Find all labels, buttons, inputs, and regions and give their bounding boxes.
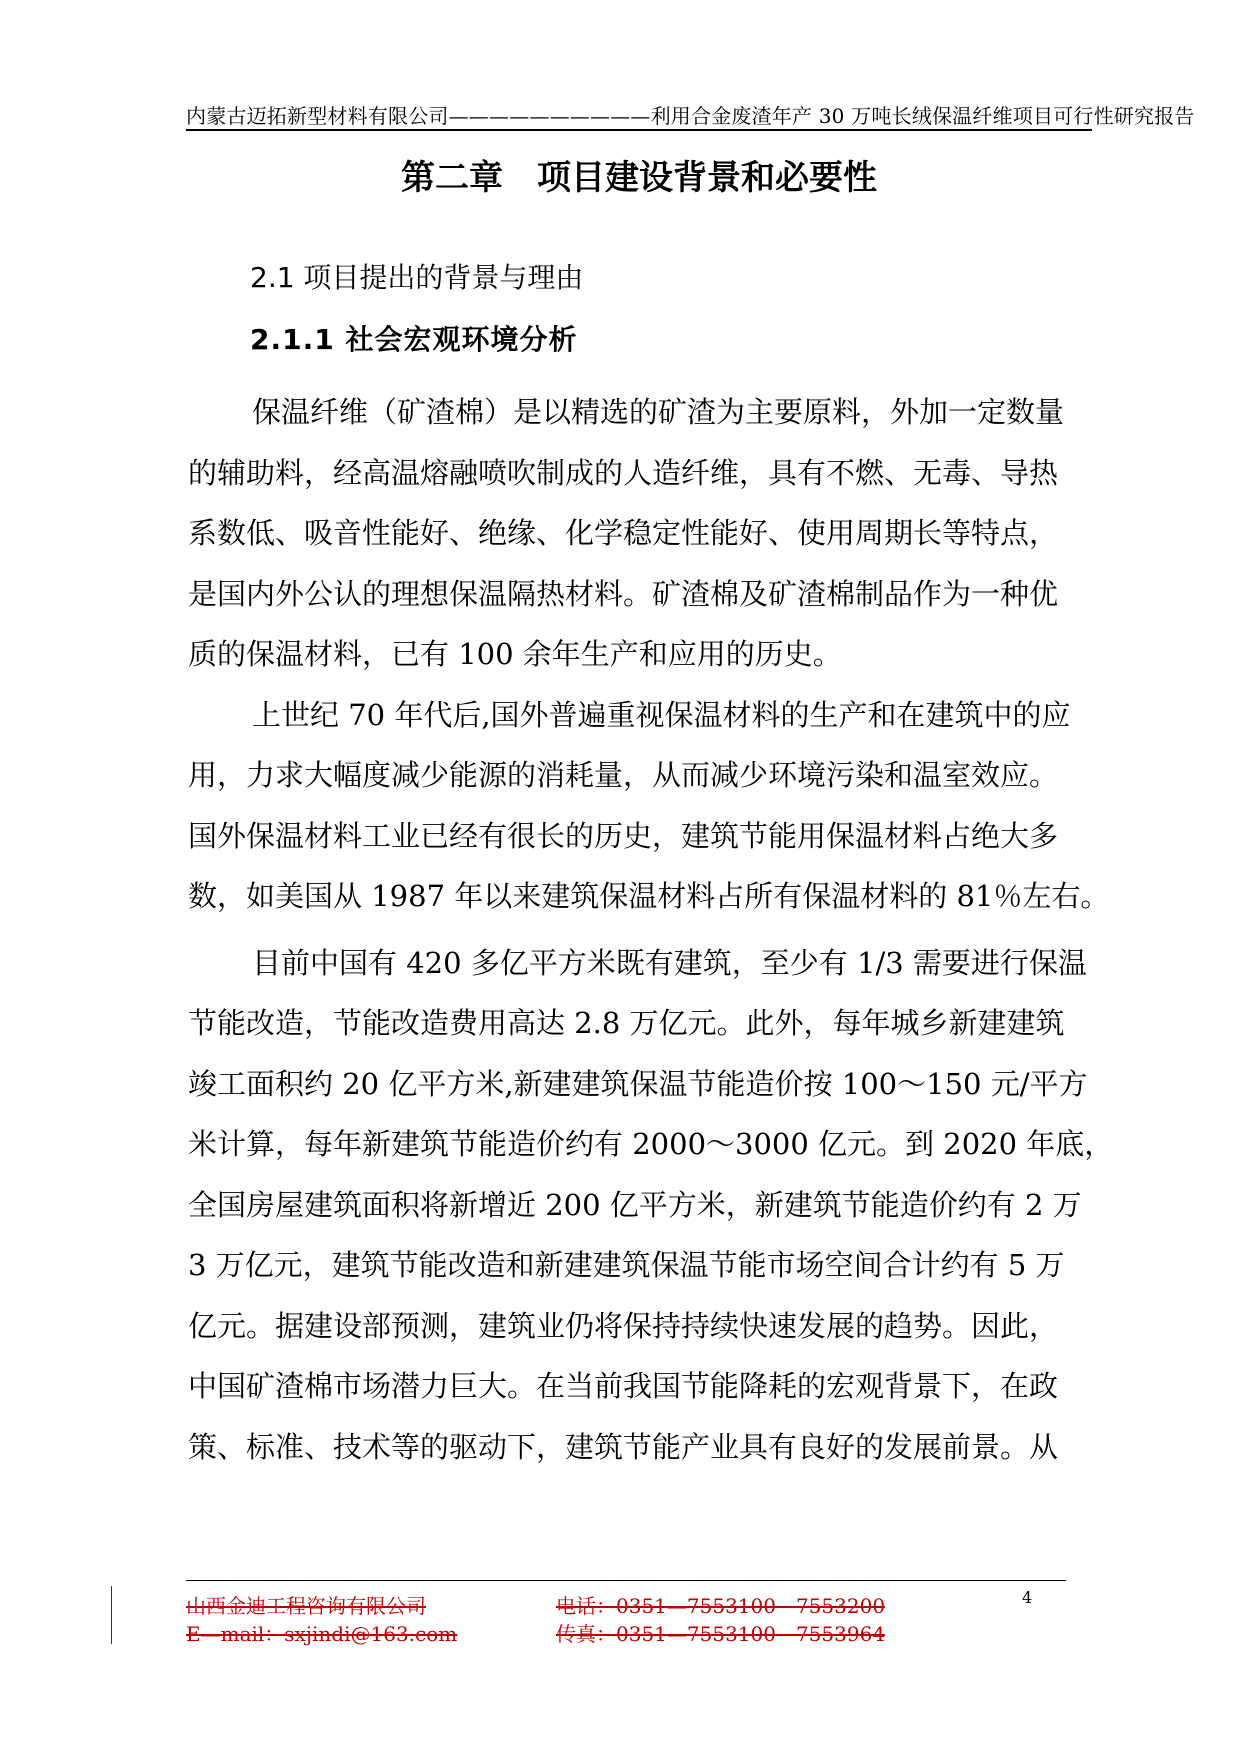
- footer-margin-bar: [111, 1586, 112, 1644]
- section-title: 2.1 项目提出的背景与理由: [250, 261, 584, 294]
- text-line: 的辅助料，经高温熔融喷吹制成的人造纤维，具有不燃、无毒、导热: [188, 455, 1059, 490]
- footer-company: 山西金迪工程咨询有限公司: [186, 1594, 426, 1618]
- paragraph-2: [188, 685, 1120, 927]
- footer-phone: 电话：0351—7553100 7553200: [556, 1594, 886, 1618]
- text-line: 目前中国有 420 多亿平方米既有建筑，至少有 1/3 需要进行保温: [252, 945, 1087, 980]
- text-line: 中国矿渣棉市场潜力巨大。在当前我国节能降耗的宏观背景下，在政: [188, 1369, 1059, 1403]
- header-rule: [186, 129, 1092, 131]
- text-line: 保温纤维（矿渣棉）是以精选的矿渣为主要原料，外加一定数量: [252, 395, 1065, 429]
- text-line: 米计算，每年新建筑节能造价约有 2000～3000 亿元。到 2020 年底，: [188, 1127, 1114, 1161]
- paragraph-3: [188, 933, 1120, 1478]
- text-line: 竣工面积约 20 亿平方米,新建建筑保温节能造价按 100～150 元/平方: [188, 1066, 1088, 1101]
- text-line: 节能改造，节能改造费用高达 2.8 万亿元。此外，每年城乡新建建筑: [188, 1006, 1065, 1040]
- chapter-title: 第二章 项目建设背景和必要性: [401, 158, 877, 198]
- footer-rule: [186, 1580, 1066, 1581]
- text-line: 质的保温材料，已有 100 余年生产和应用的历史。: [188, 637, 842, 671]
- subsection-title: 2.1.1 社会宏观环境分析: [250, 323, 578, 356]
- text-line: 策、标准、技术等的驱动下，建筑节能产业具有良好的发展前景。从: [188, 1429, 1059, 1464]
- text-line: 国外保温材料工业已经有很长的历史，建筑节能用保温材料占绝大多: [188, 818, 1059, 853]
- body-text: [188, 382, 1120, 1477]
- text-line: 系数低、吸音性能好、绝缘、化学稳定性能好、使用周期长等特点，: [188, 516, 1059, 550]
- text-line: 上世纪 70 年代后,国外普遍重视保温材料的生产和在建筑中的应: [252, 697, 1071, 732]
- page-number: 4: [1022, 1588, 1033, 1607]
- text-line: 数，如美国从 1987 年以来建筑保温材料占所有保温材料的 81％左右。: [188, 879, 1110, 913]
- text-line: 用，力求大幅度减少能源的消耗量，从而减少环境污染和温室效应。: [188, 758, 1059, 792]
- paragraph-1: [188, 382, 1120, 685]
- text-line: 全国房屋建筑面积将新增近 200 亿平方米，新建筑节能造价约有 2 万: [188, 1187, 1082, 1222]
- footer-email: E—mail：sxjindi@163.com: [186, 1622, 458, 1646]
- running-header: 内蒙古迈拓新型材料有限公司——————————利用合金废渣年产 30 万吨长绒保温纤维项目可行性研究报告: [186, 104, 1195, 128]
- text-line: 是国内外公认的理想保温隔热材料。矿渣棉及矿渣棉制品作为一种优: [188, 576, 1059, 611]
- text-line: 亿元。据建设部预测，建筑业仍将保持持续快速发展的趋势。因此，: [188, 1308, 1059, 1343]
- text-line: 3 万亿元，建筑节能改造和新建建筑保温节能市场空间合计约有 5 万: [188, 1248, 1065, 1282]
- footer-fax: 传真：0351—7553100 7553964: [556, 1622, 886, 1646]
